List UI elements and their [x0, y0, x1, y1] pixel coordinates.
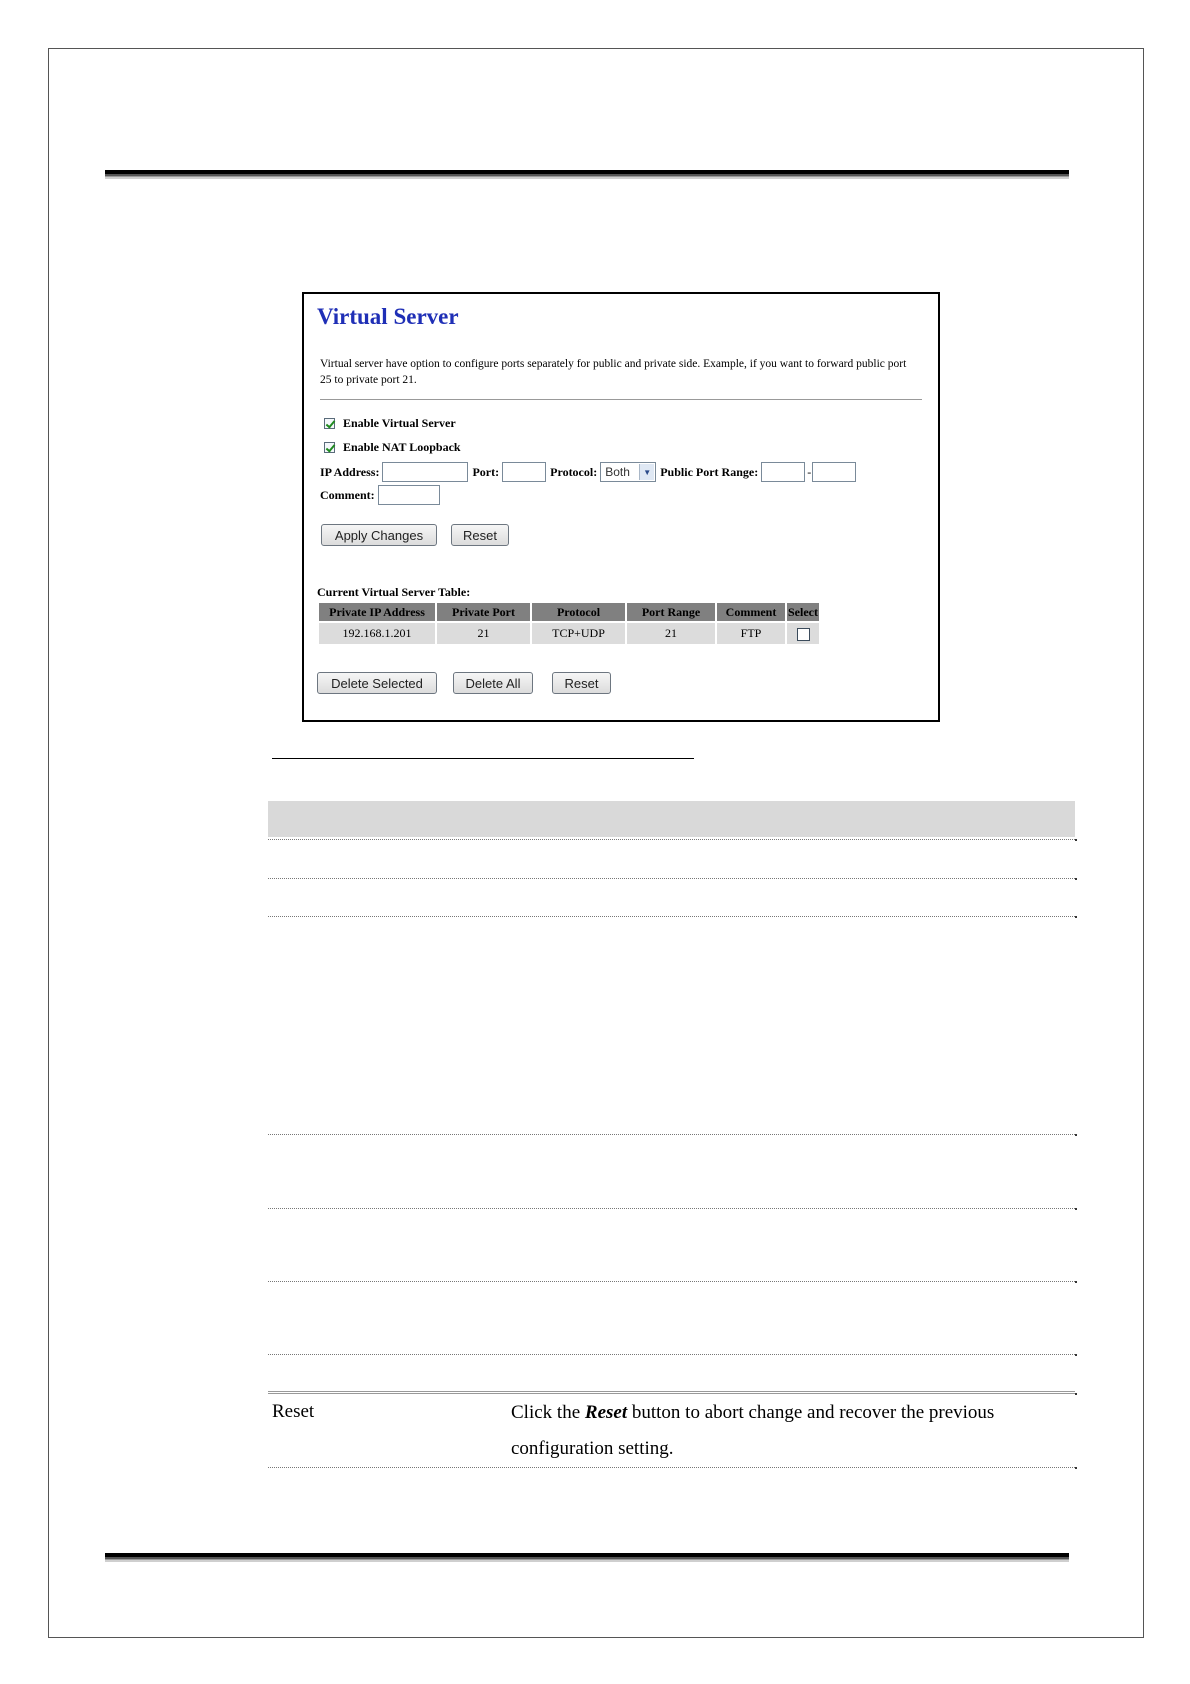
reset-row-description	[511, 1395, 1071, 1467]
figure-caption-line	[272, 758, 694, 759]
cell-private-ip: 192.168.1.201	[319, 623, 435, 644]
cell-protocol: TCP+UDP	[532, 623, 625, 644]
divider	[320, 399, 922, 400]
page-title: Virtual Server	[317, 304, 459, 329]
table-divider	[268, 1134, 1075, 1135]
col-select: Select	[787, 603, 819, 623]
desc-text: button to abort change and recover the previous configuration setting.	[511, 1402, 995, 1459]
comment-input[interactable]	[378, 485, 440, 505]
ip-address-input[interactable]	[382, 462, 468, 482]
reset-table-button[interactable]: Reset	[552, 672, 611, 694]
reset-row-label: Reset	[272, 1401, 315, 1422]
enable-virtual-server-label: Enable Virtual Server	[343, 416, 456, 430]
cell-comment: FTP	[717, 623, 785, 644]
port-label: Port:	[472, 464, 500, 479]
apply-changes-button[interactable]: Apply Changes	[321, 524, 437, 546]
table-divider	[268, 878, 1075, 879]
delete-selected-button[interactable]: Delete Selected	[317, 672, 437, 694]
col-comment: Comment	[717, 603, 785, 623]
desc-text: Click the	[511, 1402, 585, 1423]
enable-virtual-server-row[interactable]	[324, 416, 456, 431]
table-divider	[268, 1281, 1075, 1282]
virtual-server-screenshot	[302, 292, 940, 722]
public-port-end-input[interactable]	[812, 462, 856, 482]
ip-address-label: IP Address:	[320, 464, 380, 479]
enable-nat-loopback-checkbox[interactable]	[324, 442, 335, 453]
table-caption: Current Virtual Server Table:	[317, 585, 471, 599]
public-port-range-label: Public Port Range:	[660, 464, 759, 479]
protocol-select[interactable]	[600, 462, 656, 482]
col-private-ip: Private IP Address	[319, 603, 435, 623]
reset-button[interactable]: Reset	[451, 524, 509, 546]
table-header-band	[268, 801, 1075, 837]
cell-port-range: 21	[627, 623, 715, 644]
rule-form-row	[320, 462, 860, 482]
range-dash: -	[807, 464, 812, 479]
table-divider	[268, 1354, 1075, 1355]
comment-label: Comment:	[320, 487, 375, 502]
enable-virtual-server-checkbox[interactable]	[324, 418, 335, 429]
delete-all-button[interactable]: Delete All	[453, 672, 533, 694]
table-divider	[268, 1391, 1075, 1394]
page-description: Virtual server have option to configure ports separately for public and private side. Example, if you want to forward public port 25 to private port 21.	[320, 358, 907, 386]
desc-emphasis: Reset	[584, 1402, 628, 1423]
row-select-checkbox[interactable]	[797, 628, 810, 641]
col-port-range: Port Range	[627, 603, 715, 623]
table-divider	[268, 839, 1075, 840]
chevron-down-icon: ▼	[639, 464, 654, 480]
table-row	[319, 623, 819, 644]
table-divider	[268, 1467, 1075, 1468]
enable-nat-loopback-label: Enable NAT Loopback	[343, 440, 461, 454]
header-rule	[105, 170, 1069, 179]
protocol-label: Protocol:	[550, 464, 598, 479]
protocol-value: Both	[605, 465, 630, 479]
table-divider	[268, 1208, 1075, 1209]
enable-nat-loopback-row[interactable]	[324, 440, 461, 455]
cell-select	[787, 623, 819, 644]
col-protocol: Protocol	[532, 603, 625, 623]
cell-private-port: 21	[437, 623, 530, 644]
table-divider	[268, 916, 1075, 917]
table-header-row	[319, 603, 819, 623]
virtual-server-table	[317, 603, 821, 644]
public-port-start-input[interactable]	[761, 462, 805, 482]
port-input[interactable]	[502, 462, 546, 482]
col-private-port: Private Port	[437, 603, 530, 623]
comment-row	[320, 485, 444, 505]
footer-rule	[105, 1553, 1069, 1562]
